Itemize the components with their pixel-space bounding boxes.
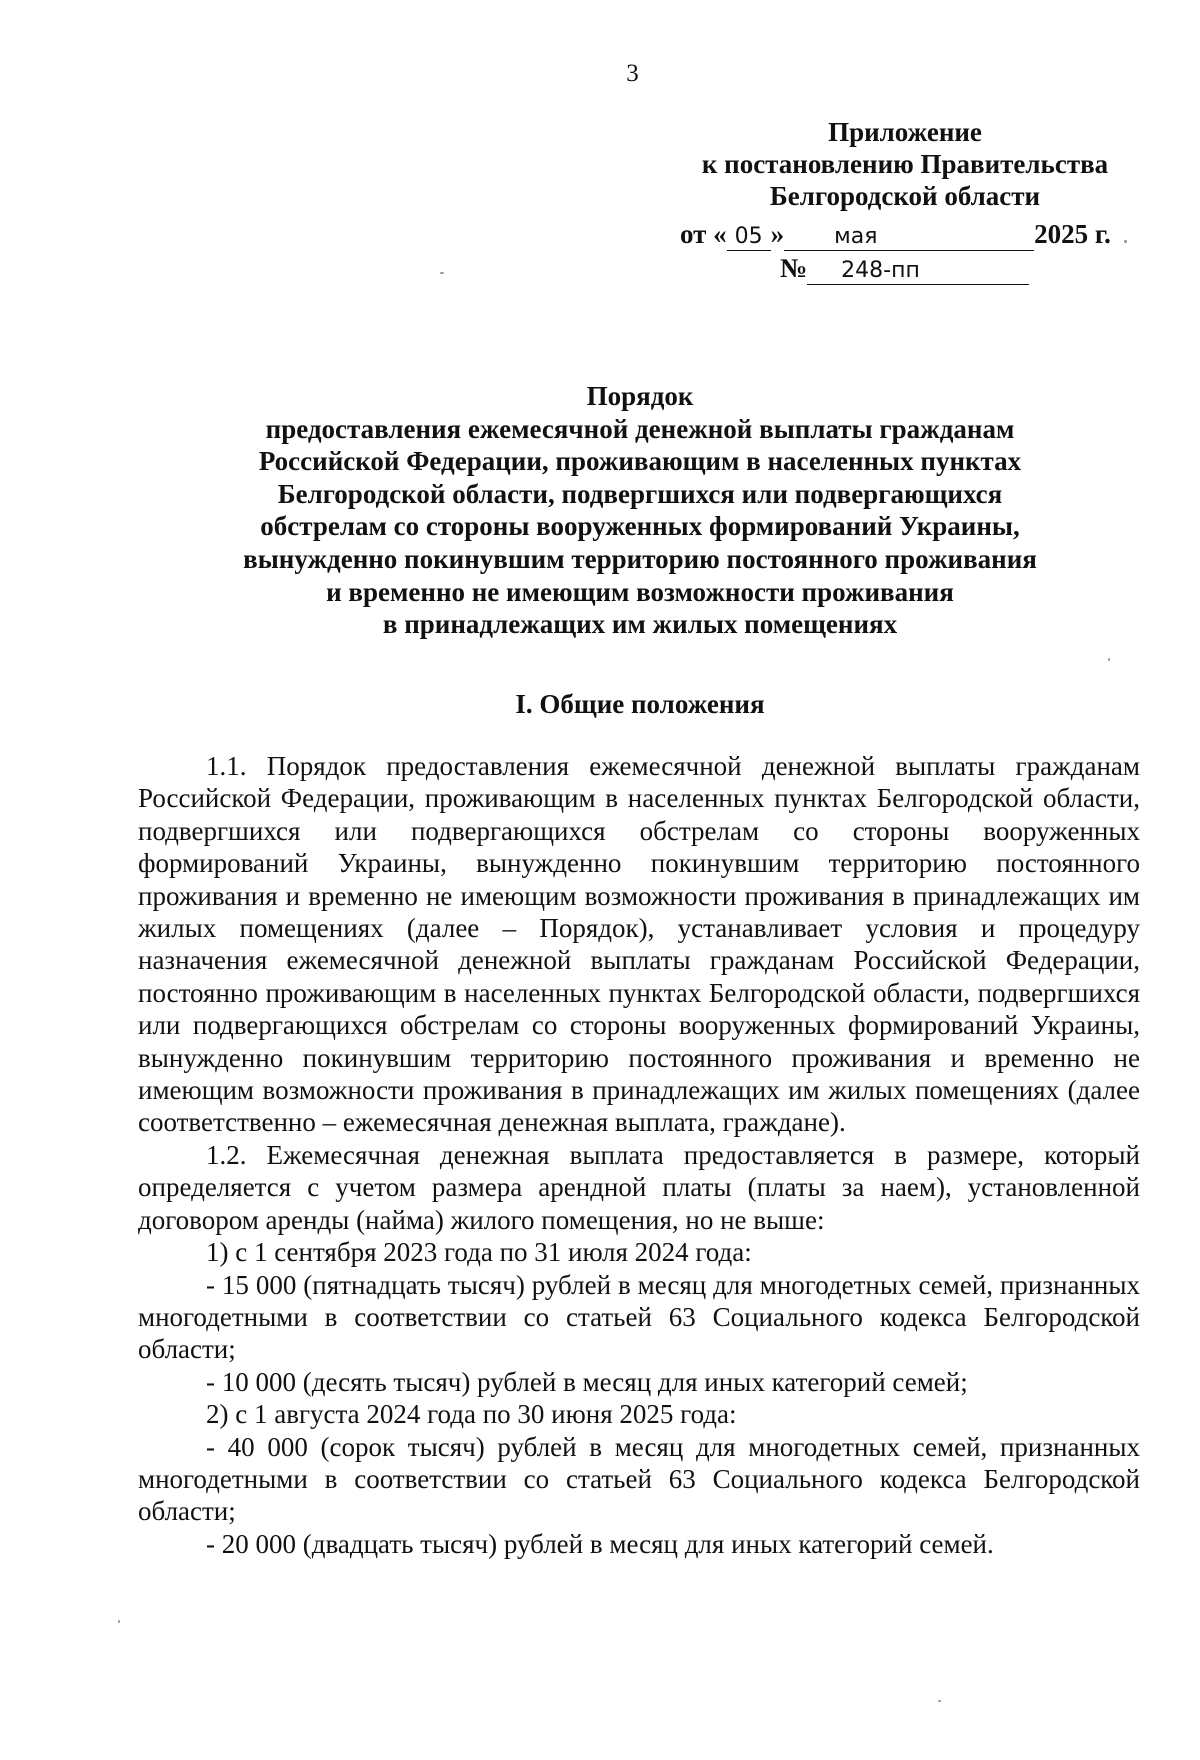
resolution-number (780, 252, 1029, 285)
list-item: 2) с 1 августа 2024 года по 30 июня 2025 года: (206, 1399, 737, 1430)
list-item: 1) с 1 сентября 2023 года по 31 июля 2024 года: (206, 1237, 752, 1268)
appendix-title: Приложение (828, 117, 982, 147)
scan-speck (440, 272, 444, 274)
page-number: 3 (626, 60, 639, 87)
scan-speck (118, 1620, 120, 1623)
date-day: 05 (727, 224, 771, 251)
body-text (138, 750, 1140, 1560)
date-mid: » (770, 219, 785, 249)
scan-speck (1124, 240, 1127, 243)
paragraph: 1.1. Порядок предоставления ежемесячной денежной выплаты гражданам Российской Федерации, проживающим в населенных пунктах Белгородской области, подвергшихся или подвергающихся обстрелам со стороны вооруженных формирований Украины, вынужденно покинувшим территорию постоянного проживания и временно не имеющим возможности проживания в принадлежащих им жилых помещениях (далее – Порядок), устанавливает условия и процедуру назначения ежемесячной денежной выплаты гражданам Российской Федерации, постоянно проживающим в населенных пунктах Белгородской области, подвергшихся или подвергающихся обстрелам со стороны вооруженных формирований Украины, вынужденно покинувшим территорию постоянного проживания и временно не имеющим возможности проживания в принадлежащих им жилых помещениях (далее соответственно – ежемесячная денежная выплата, граждане). (138, 751, 1140, 1138)
appendix-header (670, 116, 1140, 212)
document-title (140, 380, 1140, 641)
paragraph: 1.2. Ежемесячная денежная выплата предоставляется в размере, который определяется с учетом размера арендной платы (платы за наем), установленной договором аренды (найма) жилого помещения, но не выше: (138, 1139, 1140, 1235)
date-year: 2025 г. (1034, 219, 1111, 249)
title-line: Порядок (586, 381, 694, 411)
list-item: - 15 000 (пятнадцать тысяч) рублей в месяц для многодетных семей, признанных многодетными в соответствии со статьей 63 Социального кодекса Белгородской области; (138, 1269, 1140, 1365)
scan-speck (938, 1700, 941, 1702)
section-heading: I. Общие положения (515, 689, 765, 719)
appendix-subtitle: к постановлению Правительства (701, 149, 1109, 179)
title-line: обстрелам со стороны вооруженных формирований Украины, (260, 511, 1020, 542)
number-value: 248-пп (807, 258, 1029, 285)
date-prefix: от « (680, 219, 727, 249)
resolution-date (680, 218, 1111, 251)
title-line: предоставления ежемесячной денежной выплаты гражданам (265, 413, 1015, 444)
appendix-region: Белгородской области (769, 181, 1041, 211)
date-month: мая (784, 224, 1034, 251)
list-item: - 40 000 (сорок тысяч) рублей в месяц для многодетных семей, признанных многодетными в соответствии со статьей 63 Социального кодекса Белгородской области; (138, 1431, 1140, 1527)
list-item: - 10 000 (десять тысяч) рублей в месяц для иных категорий семей; (206, 1366, 968, 1397)
title-line: вынужденно покинувшим территорию постоянного проживания (243, 543, 1037, 574)
title-line: в принадлежащих им жилых помещениях (382, 609, 898, 640)
title-line: Белгородской области, подвергшихся или подвергающихся (277, 478, 1003, 509)
title-line: Российской Федерации, проживающим в населенных пунктах (258, 446, 1022, 477)
list-item: - 20 000 (двадцать тысяч) рублей в месяц для иных категорий семей. (206, 1528, 994, 1559)
title-line: и временно не имеющим возможности проживания (326, 576, 954, 607)
scan-speck (1108, 658, 1110, 661)
number-prefix: № (780, 253, 808, 283)
